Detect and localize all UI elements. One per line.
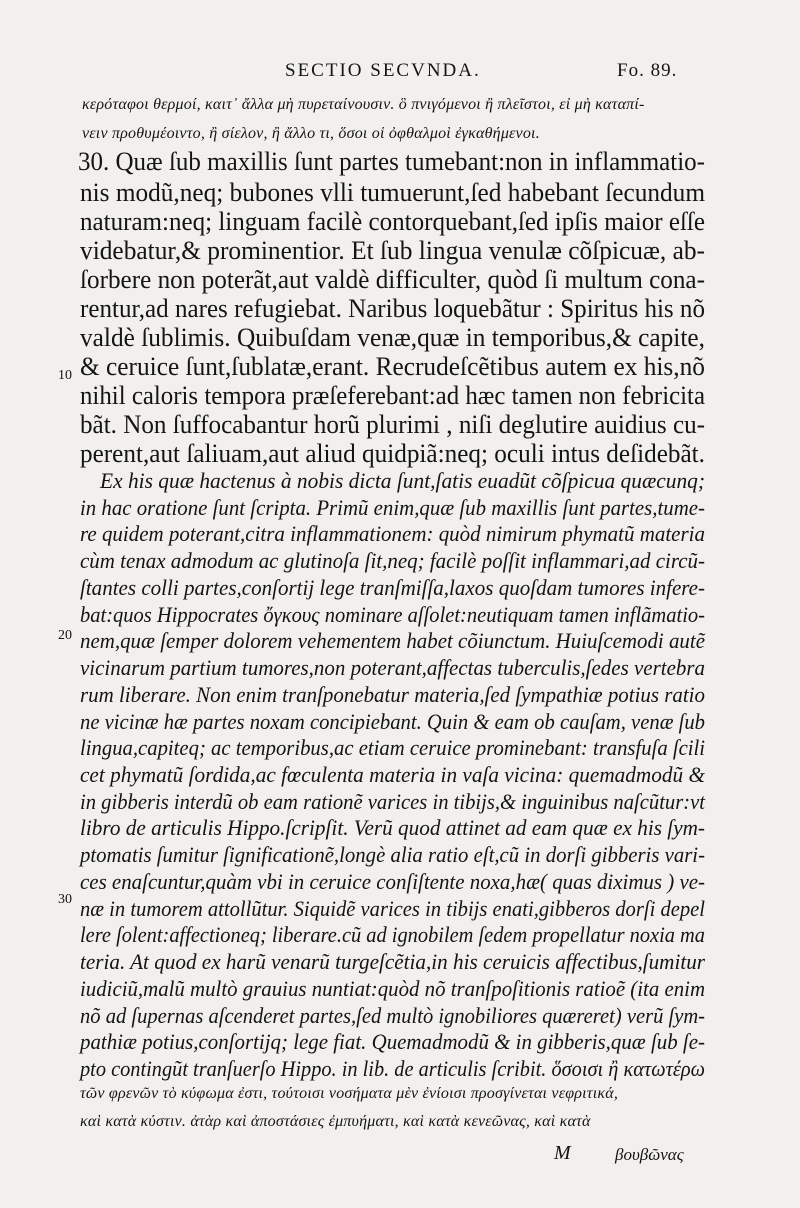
- greek-line: νειν προθυμέοιντο, ἢ σίελον, ἢ ἄλλο τι, ὅσοι οἱ ὀφθαλμοὶ ἐγκαθήμενοι.: [82, 125, 540, 142]
- greek-line: κερόταφοι θερμοί, καιτ᾽ ἄλλα μὴ πυρεταίνουσιν. ὃ πνιγόμενοι ἢ πλεῖστοι, εἰ μὴ καταπί-: [82, 96, 645, 113]
- commentary-line: libro de articulis Hippo.ſcripſit. Verũ quod attinet ad eam quæ ex his ſym-: [80, 815, 706, 840]
- page-header: [0, 58, 800, 88]
- commentary-line: rum liberare. Non enim tranſponebatur materia,ſed ſympathiæ potius ratio: [80, 682, 705, 707]
- margin-line-number: 20: [58, 628, 72, 643]
- commentary-line: lingua,capiteq; ac temporibus,ac etiam ceruice prominebant: transfuſa ſcili: [80, 735, 706, 760]
- margin-line-number: 10: [58, 368, 72, 383]
- commentary-line: re quidem poterant,citra inflammationem: quòd nimirum phymatũ materia: [80, 521, 705, 546]
- commentary-line: cet phymatũ ſordida,ac fœculenta materia in vaſa vicina: quemadmodũ &: [80, 762, 706, 787]
- commentary-line: in gibberis interdũ ob eam rationẽ varices in tibijs,& inguinibus naſcũtur:vt: [80, 789, 706, 814]
- latin-line: perent,aut ſaliuam,aut aliud quidpiã:neq; oculi intus deſidebãt.: [80, 439, 705, 468]
- commentary-line: næ in tumorem attollũtur. Siquidẽ varices in tibijs enati,gibberos dorſi depel: [80, 896, 706, 921]
- greek-line: καὶ κατὰ κύστιν. ἀτὰρ καὶ ἀποστάσιες ἐμπυήματι, καὶ κατὰ κενεῶνας, καὶ κατὰ: [80, 1113, 591, 1130]
- greek-line: τῶν φρενῶν τὸ κύφωμα ἐστι, τούτοισι νοσήματα μὲν ἐνίοισι προσγίνεται νεφριτικά,: [80, 1085, 619, 1102]
- commentary-line: iudiciũ,malũ multò grauius nuntiat:quòd nõ tranſpoſitionis ratioẽ (ita enim: [80, 976, 706, 1001]
- commentary-line: cùm tenax admodum ac glutinoſa ſit,neq; facilè poſſit inflammari,ad circũ-: [80, 548, 705, 573]
- commentary-line: lere ſolent:affectioneq; liberare.cũ ad ignobilem ſedem propellatur noxia ma: [80, 922, 705, 947]
- commentary-line: nem,quæ ſemper dolorem vehementem habet cõiunctum. Huiuſcemodi autẽ: [80, 628, 706, 653]
- latin-line: naturam:neq; linguam facilè contorquebant,ſed ipſis maior eſſe: [80, 207, 705, 236]
- commentary-line: teria. At quod ex harũ venarũ turgeſcẽtia,in his ceruicis affectibus,ſumitur: [80, 949, 706, 974]
- commentary-line: bat:quos Hippocrates ὄγκους nominare aſſolet:neutiquam tamen inflãmatio-: [80, 602, 705, 627]
- commentary-line: pto contingũt tranſuerſo Hippo. in lib. de articulis ſcribit. ὅσοισι ἢ κατωτέρω: [80, 1056, 706, 1081]
- running-head: SECTIO SECVNDA.: [285, 60, 481, 81]
- margin-line-number: 30: [58, 892, 72, 907]
- commentary-line: nõ ad ſupernas aſcenderet partes,ſed multò ignobiliores quæreret) verũ ſym-: [80, 1003, 706, 1028]
- latin-line: rentur,ad nares refugiebat. Naribus loquebãtur : Spiritus his nõ: [80, 294, 705, 323]
- commentary-line: vicinarum partium tumores,non poterant,affectas tuberculis,ſedes vertebra: [80, 655, 706, 680]
- latin-line: ſorbere non poterãt,aut valdè difficulter, quòd ſi multum cona-: [80, 265, 706, 294]
- latin-line: nihil caloris tempora præſeferebant:ad hæc tamen non febricita: [80, 381, 706, 410]
- latin-line: bãt. Non ſuffocabantur horũ plurimi , niſi deglutire auidius cu-: [80, 410, 706, 439]
- latin-line: nis modũ,neq; bubones vlli tumuerunt,ſed habebant ſecundum: [80, 178, 705, 207]
- commentary-line: in hac oratione ſunt ſcripta. Primũ enim,quæ ſub maxillis ſunt partes,tume-: [80, 495, 705, 520]
- commentary-line: pathiæ potius,conſortijq; lege fiat. Quemadmodũ & in gibberis,quæ ſub ſe-: [80, 1029, 705, 1054]
- commentary-line: ces enaſcuntur,quàm vbi in ceruice conſiſtente noxa,hæ( quas diximus ) ve-: [80, 869, 705, 894]
- commentary-line: ſtantes colli partes,conſortij lege tranſmiſſa,laxos quoſdam tumores infere-: [80, 575, 706, 600]
- latin-line: & ceruice ſunt,ſublatæ,erant. Recrudeſcẽtibus autem ex his,nõ: [80, 352, 705, 381]
- latin-line: videbatur,& prominentior. Et ſub lingua venulæ cõſpicuæ, ab-: [80, 236, 706, 265]
- commentary-line: Ex his quæ hactenus à nobis dicta ſunt,ſatis euadũt cõſpicua quæcunq;: [100, 468, 705, 493]
- signature-mark: M: [554, 1142, 571, 1164]
- commentary-line: ptomatis ſumitur ſignificationẽ,longè alia ratio eſt,cũ in dorſi gibberis vari-: [80, 842, 706, 867]
- commentary-line: ne vicinæ hæ partes noxam concipiebant. Quin & eam ob cauſam, venæ ſub: [80, 709, 706, 734]
- latin-line: 30. Quæ ſub maxillis ſunt partes tumebant:non in inflammatio-: [78, 147, 705, 176]
- latin-line: valdè ſublimis. Quibuſdam venæ,quæ in temporibus,& capite,: [80, 323, 705, 352]
- folio-number: Fo. 89.: [617, 60, 678, 81]
- catchword: βουβῶνας: [615, 1145, 684, 1164]
